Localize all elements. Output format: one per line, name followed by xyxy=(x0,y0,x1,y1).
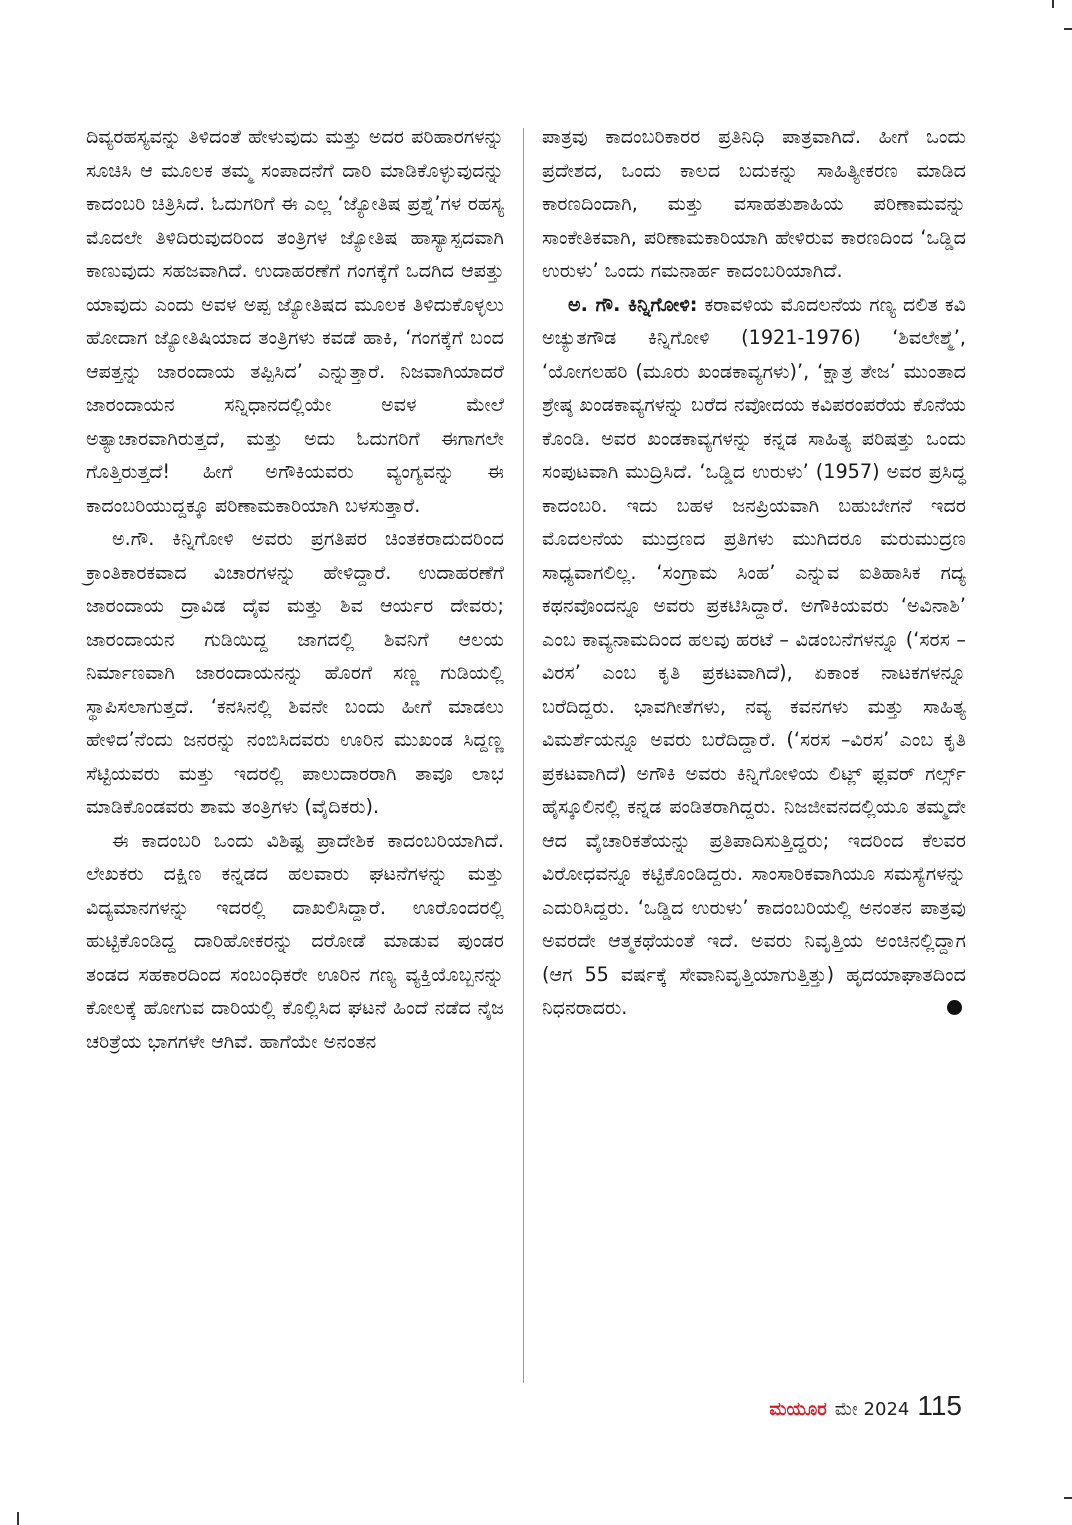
crop-mark-bottom-left xyxy=(17,1512,19,1525)
paragraph: ಈ ಕಾದಂಬರಿ ಒಂದು ವಿಶಿಷ್ಟ ಪ್ರಾದೇಶಿಕ ಕಾದಂಬರಿಯಾಗಿದೆ. ಲೇಖಕರು ದಕ್ಷಿಣ ಕನ್ನಡದ ಹಲವಾರು ಘಟನೆಗಳನ್ನು ಮತ್ತು ವಿದ್ಯಮಾನಗಳನ್ನು ಇದರಲ್ಲಿ ದಾಖಲಿಸಿದ್ದಾರೆ. ಊರೊಂದರಲ್ಲಿ ಹುಟ್ಟಿಕೊಂಡಿದ್ದ ದಾರಿಹೋಕರನ್ನು ದರೋಡೆ ಮಾಡುವ ಪುಂಡರ ತಂಡದ ಸಹಕಾರದಿಂದ ಸಂಬಂಧಿಕರೇ ಊರಿನ ಗಣ್ಯ ವ್ಯಕ್ತಿಯೊಬ್ಬನನ್ನು ಕೋಲಕ್ಕೆ ಹೋಗುವ ದಾರಿಯಲ್ಲಿ ಕೊಲ್ಲಿಸಿದ ಘಟನೆ ಹಿಂದೆ ನಡೆದ ನೈಜ ಚರಿತ್ರೆಯ ಭಾಗಗಳೇ ಆಗಿವೆ. ಹಾಗೆಯೇ ಅನಂತನ xyxy=(86,828,504,1053)
end-of-article-bullet-icon xyxy=(947,1000,962,1015)
page-number: 115 xyxy=(917,1390,962,1421)
magazine-logo: ಮಯೂರ xyxy=(769,1399,827,1420)
left-column xyxy=(86,120,504,1058)
crop-mark-right-upper xyxy=(1064,28,1072,30)
bio-paragraph xyxy=(542,288,966,1025)
paragraph: ಪಾತ್ರವು ಕಾದಂಬರಿಕಾರರ ಪ್ರತಿನಿಧಿ ಪಾತ್ರವಾಗಿದೆ. ಹೀಗೆ ಒಂದು ಪ್ರದೇಶದ, ಒಂದು ಕಾಲದ ಬದುಕನ್ನು ಸಾಹಿತ್ಯೀಕರಣ ಮಾಡಿದ ಕಾರಣದಿಂದಾಗಿ, ಮತ್ತು ವಸಾಹತುಶಾಹಿಯ ಪರಿಣಾಮವನ್ನು ಸಾಂಕೇತಿಕವಾಗಿ, ಪರಿಣಾಮಕಾರಿಯಾಗಿ ಹೇಳಿರುವ ಕಾರಣದಿಂದ ‘ಒಡ್ಡಿದ ಉರುಳು’ ಒಂದು ಗಮನಾರ್ಹ ಕಾದಂಬರಿಯಾಗಿದೆ. xyxy=(542,125,966,282)
column-divider xyxy=(523,128,524,1383)
issue-date: ಮೇ 2024 xyxy=(834,1399,910,1420)
bio-body: ಕರಾವಳಿಯ ಮೊದಲನೆಯ ಗಣ್ಯ ದಲಿತ ಕವಿ ಅಚ್ಯುತಗೌಡ ಕಿನ್ನಿಗೋಳಿ (1921-1976) ‘ಶಿವಲೇಶ್ಮೆ’, ‘ಯೋಗಲಹರಿ (ಮೂರು ಖಂಡಕಾವ್ಯಗಳು)’, ‘ಕ್ಷಾತ್ರ ತೇಜ’ ಮುಂತಾದ ಶ್ರೇಷ್ಠ ಖಂಡಕಾವ್ಯಗಳನ್ನು ಬರೆದ ನವೋದಯ ಕವಿಪರಂಪರೆಯ ಕೊನೆಯ ಕೊಂಡಿ. ಅವರ ಖಂಡಕಾವ್ಯಗಳನ್ನು ಕನ್ನಡ ಸಾಹಿತ್ಯ ಪರಿಷತ್ತು ಒಂದು ಸಂಪುಟವಾಗಿ ಮುದ್ರಿಸಿದೆ. ‘ಒಡ್ಡಿದ ಉರುಳು’ (1957) ಅವರ ಪ್ರಸಿದ್ಧ ಕಾದಂಬರಿ. ಇದು ಬಹಳ ಜನಪ್ರಿಯವಾಗಿ ಬಹುಬೇಗನೆ ಇದರ ಮೊದಲನೆಯ ಮುದ್ರಣದ ಪ್ರತಿಗಳು ಮುಗಿದರೂ ಮರುಮುದ್ರಣ ಸಾಧ್ಯವಾಗಲಿಲ್ಲ. ‘ಸಂಗ್ರಾಮ ಸಿಂಹ’ ಎನ್ನುವ ಐತಿಹಾಸಿಕ ಗದ್ಯ ಕಥನವೊಂದನ್ನೂ ಅವರು ಪ್ರಕಟಿಸಿದ್ದಾರೆ. ಅಗೌಕಿಯವರು ‘ಅವಿನಾಶಿ’ ಎಂಬ ಕಾವ್ಯನಾಮದಿಂದ ಹಲವು ಹರಟೆ – ವಿಡಂಬನೆಗಳನ್ನೂ (‘ಸರಸ – ವಿರಸ’ ಎಂಬ ಕೃತಿ ಪ್ರಕಟವಾಗಿದೆ), ಏಕಾಂಕ ನಾಟಕಗಳನ್ನೂ ಬರೆದಿದ್ದರು. ಭಾವಗೀತೆಗಳು, ನವ್ಯ ಕವನಗಳು ಮತ್ತು ಸಾಹಿತ್ಯ ವಿಮರ್ಶೆಯನ್ನೂ ಅವರು ಬರೆದಿದ್ದಾರೆ. (‘ಸರಸ –ವಿರಸ’ ಎಂಬ ಕೃತಿ ಪ್ರಕಟವಾಗಿದೆ) ಅಗೌಕಿ ಅವರು ಕಿನ್ನಿಗೋಳಿಯ ಲಿಟ್ಲ್ ಫ್ಲವರ್ ಗರ್ಲ್ಸ್ ಹೈಸ್ಕೂಲಿನಲ್ಲಿ ಕನ್ನಡ ಪಂಡಿತರಾಗಿದ್ದರು. ನಿಜಜೀವನದಲ್ಲಿಯೂ ತಮ್ಮದೇ ಆದ ವೈಚಾರಿಕತೆಯನ್ನು ಪ್ರತಿಪಾದಿಸುತ್ತಿದ್ದರು; ಇದರಿಂದ ಕೆಲವರ ವಿರೋಧವನ್ನೂ ಕಟ್ಟಿಕೊಂಡಿದ್ದರು. ಸಾಂಸಾರಿಕವಾಗಿಯೂ ಸಮಸ್ಯೆಗಳನ್ನು ಎದುರಿಸಿದ್ದರು. ‘ಒಡ್ಡಿದ ಉರುಳು’ ಕಾದಂಬರಿಯಲ್ಲಿ ಅನಂತನ ಪಾತ್ರವು ಅವರದೇ ಆತ್ಮಕಥೆಯಂತೆ ಇದೆ. ಅವರು ನಿವೃತ್ತಿಯ ಅಂಚಿನಲ್ಲಿದ್ದಾಗ (ಆಗ 55 ವರ್ಷಕ್ಕೆ ಸೇವಾನಿವೃತ್ತಿಯಾಗುತ್ತಿತ್ತು) ಹೃದಯಾಘಾತದಿಂದ ನಿಧನರಾದರು. xyxy=(542,292,966,1019)
crop-mark-right-lower xyxy=(1064,1497,1072,1499)
right-column xyxy=(542,120,966,1025)
page-footer xyxy=(769,1390,962,1422)
paragraph: ಅ.ಗೌ. ಕಿನ್ನಿಗೋಳಿ ಅವರು ಪ್ರಗತಿಪರ ಚಿಂತಕರಾದುದರಿಂದ ಕ್ರಾಂತಿಕಾರಕವಾದ ವಿಚಾರಗಳನ್ನು ಹೇಳಿದ್ದಾರೆ. ಉದಾಹರಣೆಗೆ ಜಾರಂದಾಯ ದ್ರಾವಿಡ ದೈವ ಮತ್ತು ಶಿವ ಆರ್ಯರ ದೇವರು; ಜಾರಂದಾಯನ ಗುಡಿಯಿದ್ದ ಜಾಗದಲ್ಲಿ ಶಿವನಿಗೆ ಆಲಯ ನಿರ್ಮಾಣವಾಗಿ ಜಾರಂದಾಯನನ್ನು ಹೊರಗೆ ಸಣ್ಣ ಗುಡಿಯಲ್ಲಿ ಸ್ಥಾಪಿಸಲಾಗುತ್ತದೆ. ‘ಕನಸಿನಲ್ಲಿ ಶಿವನೇ ಬಂದು ಹೀಗೆ ಮಾಡಲು ಹೇಳಿದ’ನೆಂದು ಜನರನ್ನು ನಂಬಿಸಿದವರು ಊರಿನ ಮುಖಂಡ ಸಿದ್ದಣ್ಣ ಸೆಟ್ಟಿಯವರು ಮತ್ತು ಇದರಲ್ಲಿ ಪಾಲುದಾರರಾಗಿ ತಾವೂ ಲಾಭ ಮಾಡಿಕೊಂಡವರು ಶಾಮ ತಂತ್ರಿಗಳು (ವೈದಿಕರು). xyxy=(86,527,504,818)
paragraph: ದಿವ್ಯರಹಸ್ಯವನ್ನು ತಿಳಿದಂತೆ ಹೇಳುವುದು ಮತ್ತು ಅದರ ಪರಿಹಾರಗಳನ್ನು ಸೂಚಿಸಿ ಆ ಮೂಲಕ ತಮ್ಮ ಸಂಪಾದನೆಗೆ ದಾರಿ ಮಾಡಿಕೊಳ್ಳುವುದನ್ನು ಕಾದಂಬರಿ ಚಿತ್ರಿಸಿದೆ. ಓದುಗರಿಗೆ ಈ ಎಲ್ಲ ‘ಜ್ಯೋತಿಷ ಪ್ರಶ್ನೆ’ಗಳ ರಹಸ್ಯ ಮೊದಲೇ ತಿಳಿದಿರುವುದರಿಂದ ತಂತ್ರಿಗಳ ಜ್ಯೋತಿಷ ಹಾಸ್ಯಾಸ್ಪದವಾಗಿ ಕಾಣುವುದು ಸಹಜವಾಗಿದೆ. ಉದಾಹರಣೆಗೆ ಗಂಗಕ್ಕೆಗೆ ಒದಗಿದ ಆಪತ್ತು ಯಾವುದು ಎಂದು ಅವಳ ಅಪ್ಪ ಜ್ಯೋತಿಷದ ಮೂಲಕ ತಿಳಿದುಕೊಳ್ಳಲು ಹೋದಾಗ ಜ್ಯೋತಿಷಿಯಾದ ತಂತ್ರಿಗಳು ಕವಡೆ ಹಾಕಿ, ‘ಗಂಗಕ್ಕೆಗೆ ಬಂದ ಆಪತ್ತನ್ನು ಜಾರಂದಾಯ ತಪ್ಪಿಸಿದ’ ಎನ್ನುತ್ತಾರೆ. ನಿಜವಾಗಿಯಾದರೆ ಜಾರಂದಾಯನ ಸನ್ನಿಧಾನದಲ್ಲಿಯೇ ಅವಳ ಮೇಲೆ ಅತ್ಯಾಚಾರವಾಗಿರುತ್ತದೆ, ಮತ್ತು ಅದು ಓದುಗರಿಗೆ ಈಗಾಗಲೇ ಗೊತ್ತಿರುತ್ತದೆ! ಹೀಗೆ ಅಗೌಕಿಯವರು ವ್ಯಂಗ್ಯವನ್ನು ಈ ಕಾದಂಬರಿಯುದ್ದಕ್ಕೂ ಪರಿಣಾಮಕಾರಿಯಾಗಿ ಬಳಸುತ್ತಾರೆ. xyxy=(86,125,504,517)
bio-heading: ಅ. ಗೌ. ಕಿನ್ನಿಗೋಳಿ: xyxy=(568,292,698,316)
crop-mark-top-right xyxy=(1052,0,1054,8)
